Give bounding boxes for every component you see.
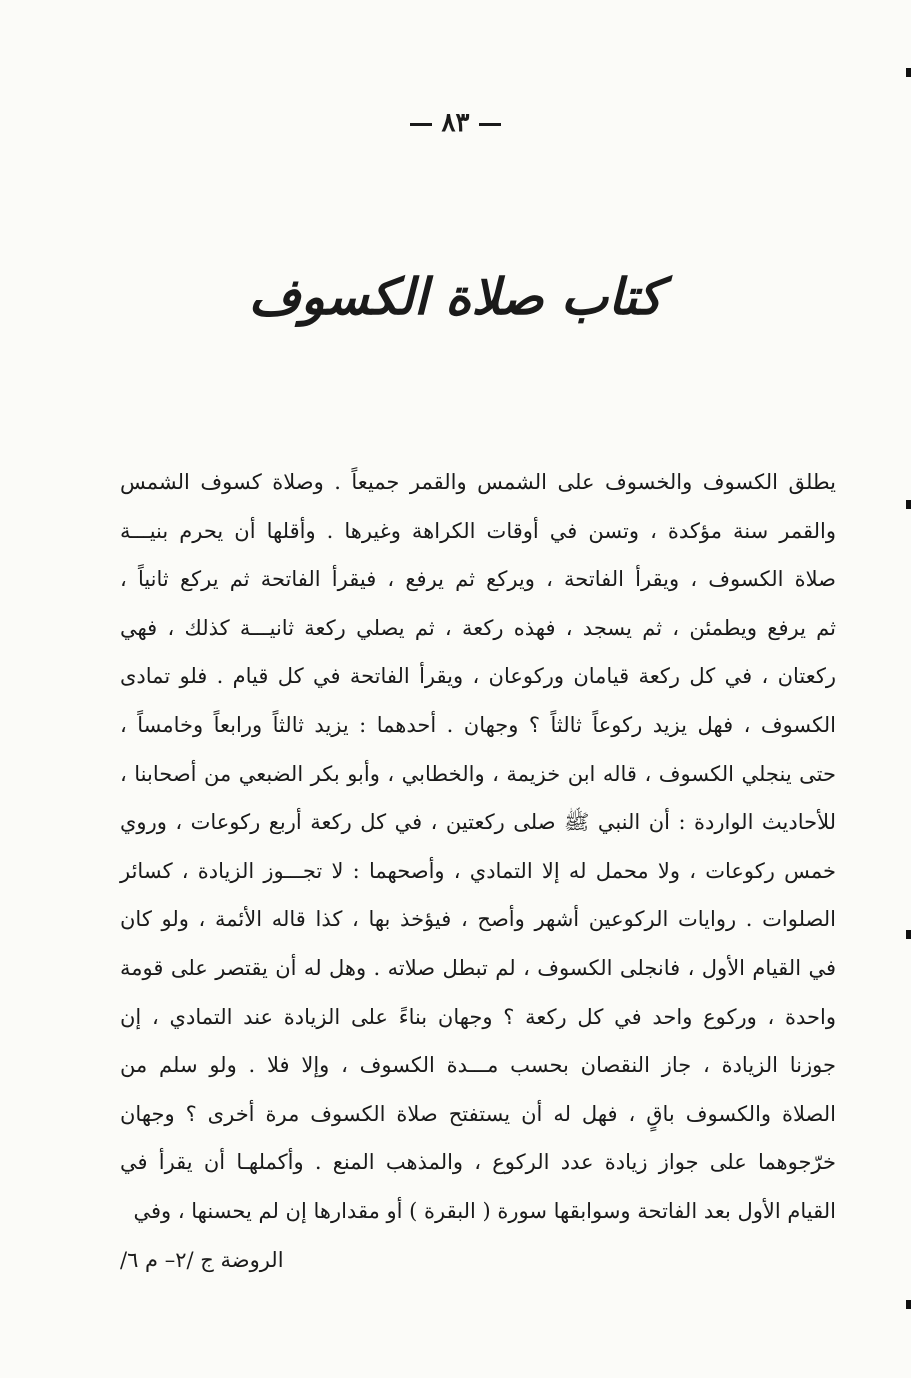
scan-edge-mark	[906, 68, 911, 77]
scan-edge-mark	[906, 500, 911, 509]
text-line: في القيام الأول ، فانجلى الكسوف ، لم تبطل صلاته . وهل له أن يقتصر على قومة	[120, 955, 836, 980]
text-line: الكسوف ، فهل يزيد ركوعاً ثالثاً ؟ وجهان . أحدهما : يزيد ثالثاً ورابعاً وخامساً ،	[120, 712, 836, 737]
text-line: للأحاديث الواردة : أن النبي ﷺ صلى ركعتين ، في كل ركعة أربع ركوعات ، وروي	[120, 810, 837, 835]
scan-edge-mark	[906, 1300, 911, 1309]
text-line: حتى ينجلي الكسوف ، قاله ابن خزيمة ، والخطابي ، وأبو بكر الضبعي من أصحابنا ،	[120, 761, 836, 786]
text-line: جوزنا الزيادة ، جاز النقصان بحسب مـــدة الكسوف ، وإلا فلا . ولو سلم من	[120, 1053, 836, 1078]
body-paragraph	[120, 458, 836, 1236]
text-line: ثم يرفع ويطمئن ، ثم يسجد ، فهذه ركعة ، ثم يصلي ركعة ثانيـــة كذلك ، فهي	[120, 615, 836, 640]
page-number	[0, 108, 911, 138]
text-line: واحدة ، وركوع واحد في كل ركعة ؟ وجهان بناءً على الزيادة عند التمادي ، إن	[120, 1004, 836, 1029]
page-number-dash-left	[410, 123, 432, 126]
page-number-dash-right	[479, 123, 501, 126]
text-line: الصلاة والكسوف باقٍ ، فهل له أن يستفتح صلاة الكسوف مرة أخرى ؟ وجهان	[120, 1101, 836, 1126]
text-line: القيام الأول بعد الفاتحة وسوابقها سورة ( البقرة ) أو مقدارها إن لم يحسنها ، وفي	[133, 1198, 836, 1223]
chapter-title: كتاب صلاة الكسوف	[248, 267, 663, 326]
text-line: ركعتان ، في كل ركعة قيامان وركوعان ، ويقرأ الفاتحة في كل قيام . فلو تمادى	[120, 664, 836, 689]
footer-note: الروضة ج /٢– م ٦/	[120, 1248, 284, 1272]
scan-edge-mark	[906, 930, 911, 939]
text-line: والقمر سنة مؤكدة ، وتسن في أوقات الكراهة وغيرها . وأقلها أن يحرم بنيـــة	[120, 518, 836, 543]
text-line: يطلق الكسوف والخسوف على الشمس والقمر جميعاً . وصلاة كسوف الشمس	[120, 470, 836, 494]
text-line: صلاة الكسوف ، ويقرأ الفاتحة ، ويركع ثم يرفع ، فيقرأ الفاتحة ثم يركع ثانياً ،	[120, 567, 836, 592]
text-line: خمس ركوعات ، ولا محمل له إلا التمادي ، وأصحهما : لا تجـــوز الزيادة ، كسائر	[120, 858, 836, 883]
text-line: خرّجوهما على جواز زيادة عدد الركوع ، والمذهب المنع . وأكملهـا أن يقرأ في	[120, 1150, 836, 1175]
text-line: الصلوات . روايات الركوعين أشهر وأصح ، فيؤخذ بها ، كذا قاله الأئمة ، ولو كان	[120, 907, 836, 932]
page-number-text: ٨٣	[441, 108, 470, 138]
